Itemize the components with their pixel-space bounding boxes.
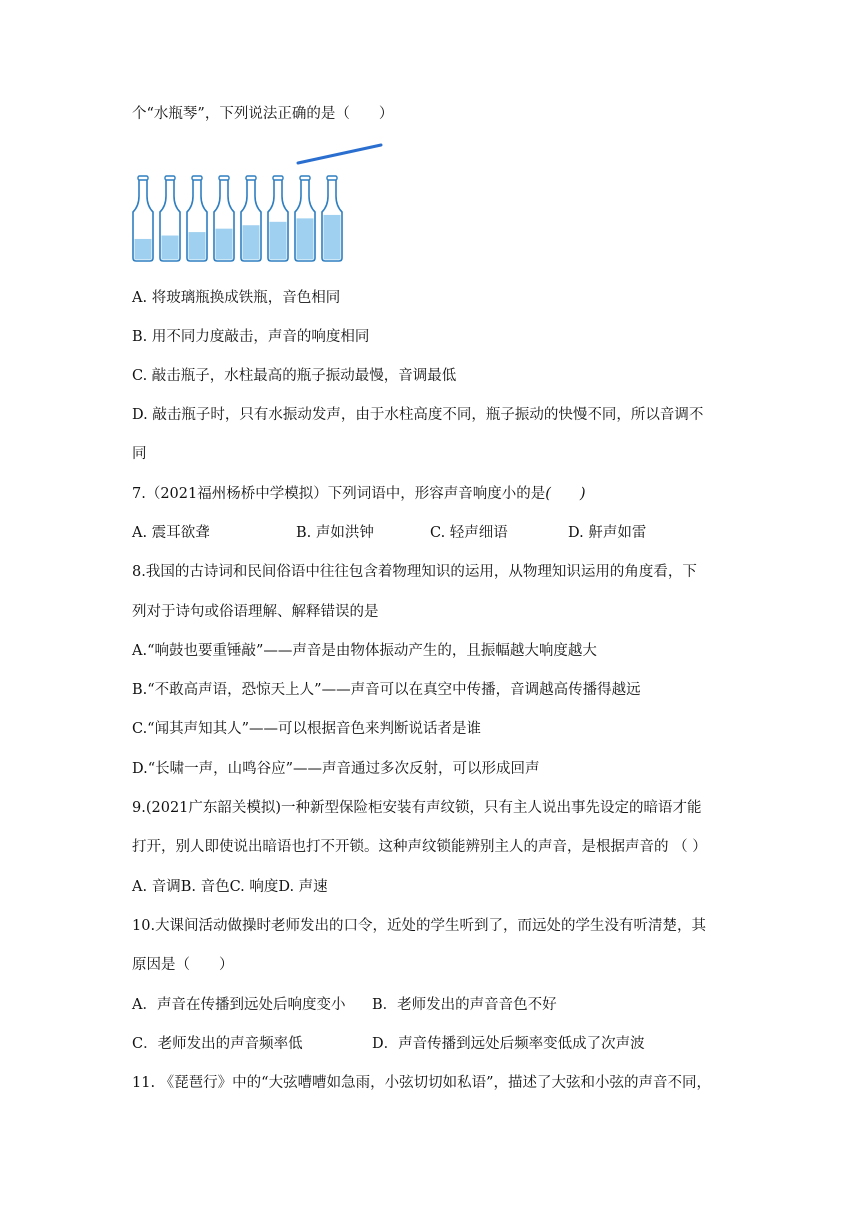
- water-column: [297, 218, 314, 259]
- water-column: [162, 236, 179, 260]
- q10-option-d: D．声音传播到远处后频率变低成了次声波: [372, 1036, 645, 1052]
- q9-options: A. 音调B. 音色C. 响度D. 声速: [132, 879, 328, 895]
- water-column: [243, 225, 260, 259]
- q10-option-b: B．老师发出的声音音色不好: [372, 997, 557, 1013]
- q8-stem-line1: 8.我国的古诗词和民间俗语中往往包含着物理知识的运用，从物理知识运用的角度看，下: [132, 564, 697, 580]
- bottle: [133, 176, 153, 261]
- q6-option-a: A. 将玻璃瓶换成铁瓶，音色相同: [132, 290, 341, 306]
- bottle-lip: [192, 176, 202, 180]
- q6-stem-tail: 个“水瓶琴”，下列说法正确的是（ ）: [132, 106, 394, 122]
- striking-stick: [298, 145, 381, 163]
- water-bottle-xylophone-figure: [128, 140, 388, 270]
- q6-option-d: D. 敲击瓶子时，只有水振动发声，由于水柱高度不同，瓶子振动的快慢不同，所以音调不: [132, 407, 704, 423]
- bottle: [241, 176, 261, 261]
- q8-option-c: C.“闻其声知其人”——可以根据音色来判断说话者是谁: [132, 721, 482, 737]
- q9-stem-line2: 打开，别人即使说出暗语也打不开锁。这种声纹锁能辨别主人的声音，是根据声音的 （ ）: [132, 839, 707, 855]
- bottle-lip: [327, 176, 337, 180]
- bottle-lip: [219, 176, 229, 180]
- water-column: [189, 232, 206, 259]
- bottle-group: [133, 176, 342, 261]
- bottle-lip: [165, 176, 175, 180]
- q11-stem-line1: 11. 《琵琶行》中的“大弦嘈嘈如急雨，小弦切切如私语”，描述了大弦和小弦的声音不同，: [132, 1075, 711, 1091]
- q10-stem-line1: 10.大课间活动做操时老师发出的口令，近处的学生听到了，而远处的学生没有听清楚，其: [132, 918, 707, 934]
- bottle: [160, 176, 180, 261]
- bottle: [322, 176, 342, 261]
- q8-option-d: D.“长啸一声，山鸣谷应”——声音通过多次反射，可以形成回声: [132, 761, 540, 777]
- bottle-lip: [300, 176, 310, 180]
- bottle: [268, 176, 288, 261]
- q7-stem-text: 7.（2021福州杨桥中学模拟）下列词语中，形容声音响度小的是: [132, 486, 546, 502]
- bottle-lip: [138, 176, 148, 180]
- q8-option-a: A.“响鼓也要重锤敲”——声音是由物体振动产生的，且振幅越大响度越大: [132, 643, 597, 659]
- q10-option-c: C．老师发出的声音频率低: [132, 1036, 303, 1052]
- water-column: [135, 239, 152, 260]
- q7-answer-paren: ( ): [545, 486, 586, 502]
- q8-option-b: B.“不敢高声语，恐惊天上人”——声音可以在真空中传播，音调越高传播得越远: [132, 682, 641, 698]
- bottle: [295, 176, 315, 261]
- bottle: [214, 176, 234, 261]
- q6-option-b: B. 用不同力度敲击，声音的响度相同: [132, 329, 370, 345]
- q10-option-a: A．声音在传播到远处后响度变小: [132, 997, 346, 1013]
- q7-stem: [132, 484, 740, 504]
- water-column: [216, 229, 233, 260]
- bottle-lip: [246, 176, 256, 180]
- bottle-lip: [273, 176, 283, 180]
- q7-option-b: B. 声如洪钟: [296, 525, 374, 541]
- q10-stem-line2: 原因是（ ）: [132, 957, 234, 973]
- q7-option-a: A. 震耳欲聋: [132, 525, 210, 541]
- q6-option-c: C. 敲击瓶子，水柱最高的瓶子振动最慢，音调最低: [132, 368, 457, 384]
- water-column: [270, 222, 287, 260]
- water-column: [324, 215, 341, 260]
- q7-option-c: C. 轻声细语: [430, 525, 508, 541]
- q9-stem-line1: 9.(2021广东韶关模拟)一种新型保险柜安装有声纹锁，只有主人说出事先设定的暗语才能: [132, 800, 702, 816]
- q6-option-d-cont: 同: [132, 446, 147, 462]
- bottle: [187, 176, 207, 261]
- q7-option-d: D. 鼾声如雷: [568, 525, 647, 541]
- q8-stem-line2: 列对于诗句或俗语理解、解释错误的是: [132, 604, 379, 620]
